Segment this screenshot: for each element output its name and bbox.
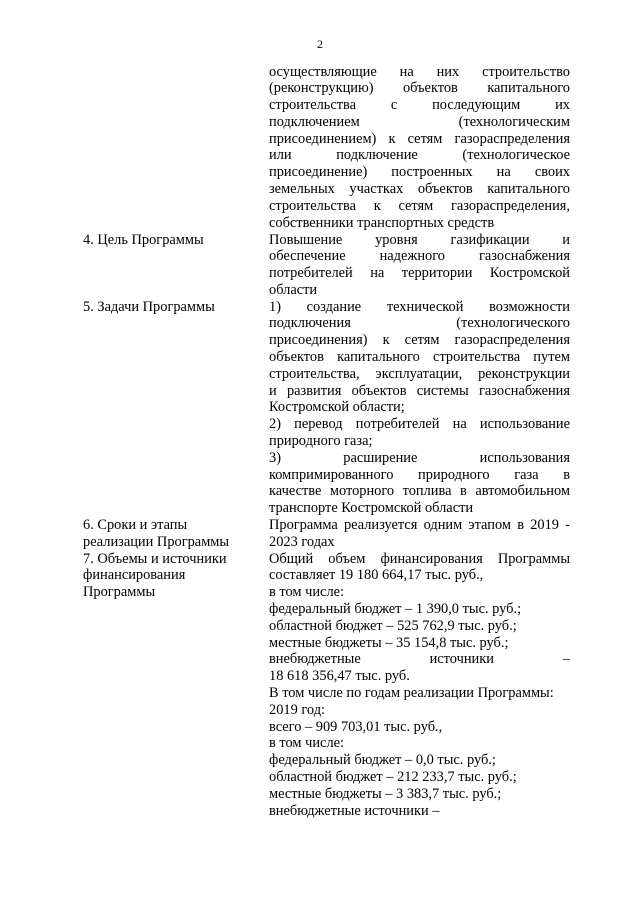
row-label-line: 4. Цель Программы — [83, 231, 204, 248]
row-content-line: 1) создание технической возможности — [269, 298, 570, 315]
row-content-line: (реконструкцию) объектов капитального — [269, 80, 570, 97]
row-content-line: или подключение (технологическое — [269, 147, 570, 164]
row-content-line: В том числе по годам реализации Программы: — [269, 685, 554, 702]
row-content-line: Программа реализуется одним этапом в 2019 - — [269, 517, 570, 534]
row-content-line: области — [269, 281, 318, 298]
page-number: 2 — [317, 37, 323, 51]
row-label-line: 6. Сроки и этапы — [83, 517, 188, 534]
row-content — [269, 299, 570, 517]
row-content-line: компримированного природного газа в — [269, 466, 570, 483]
row-content-line: областной бюджет – 525 762,9 тыс. руб.; — [269, 617, 517, 634]
row-content-line: федеральный бюджет – 1 390,0 тыс. руб.; — [269, 601, 522, 618]
row-content — [269, 232, 570, 299]
row-content-line: 3) расширение использования — [269, 449, 570, 466]
row-content-line: 2023 годах — [269, 533, 335, 550]
row-content-line: Общий объем финансирования Программы — [269, 550, 570, 567]
row-content-line: всего – 909 703,01 тыс. руб., — [269, 718, 443, 735]
row-content-line: присоединением) к сетям газораспределения — [269, 130, 570, 147]
row-content-line: подключения (технологического — [269, 315, 570, 332]
row-content-line: природного газа; — [269, 433, 373, 450]
row-label — [83, 299, 261, 316]
row-content-line: Повышение уровня газификации и — [269, 231, 570, 248]
row-label-line: 5. Задачи Программы — [83, 298, 215, 315]
row-label-line: финансирования — [83, 567, 186, 584]
row-content-line: строительства с последующим их — [269, 97, 570, 114]
row-content — [269, 551, 570, 820]
row-content-line: присоединения) к сетям газораспределения — [269, 332, 570, 349]
row-content-line: и развития объектов системы газоснабжения — [269, 382, 570, 399]
row-content-line: обеспечение надежного газоснабжения — [269, 248, 570, 265]
row-content-line: земельных участках объектов капитального — [269, 181, 570, 198]
row-label-line: 7. Объемы и источники — [83, 550, 227, 567]
row-label — [83, 551, 261, 601]
row-content-line: внебюджетные источники – — [269, 802, 440, 819]
row-content-line: качестве моторного топлива в автомобильном — [269, 483, 570, 500]
row-content-line: федеральный бюджет – 0,0 тыс. руб.; — [269, 752, 496, 769]
row-content-line: 18 618 356,47 тыс. руб. — [269, 668, 410, 685]
row-content-line: строительства, эксплуатации, реконструкции — [269, 365, 570, 382]
row-label — [83, 232, 261, 249]
row-content-line: Костромской области; — [269, 399, 405, 416]
row-content-line: местные бюджеты – 3 383,7 тыс. руб.; — [269, 785, 502, 802]
row-content-line: 2019 год: — [269, 701, 326, 718]
row-content-line: транспорте Костромской области — [269, 500, 474, 517]
row-content-line: составляет 19 180 664,17 тыс. руб., — [269, 567, 484, 584]
row-content-line: объектов капитального строительства путем — [269, 349, 570, 366]
row-content — [269, 517, 570, 551]
row-content-line: потребителей на территории Костромской — [269, 265, 570, 282]
row-content-line: осуществляющие на них строительство — [269, 63, 570, 80]
row-label-line: реализации Программы — [83, 533, 230, 550]
row-content-line: местные бюджеты – 35 154,8 тыс. руб.; — [269, 634, 509, 651]
row-label — [83, 517, 261, 551]
row-content-line: внебюджетные источники – — [269, 651, 570, 668]
row-content-line: 2) перевод потребителей на использование — [269, 416, 570, 433]
row-content-line: областной бюджет – 212 233,7 тыс. руб.; — [269, 769, 517, 786]
row-content — [269, 64, 570, 232]
row-content-line: собственники транспортных средств — [269, 214, 495, 231]
row-content-line: подключением (технологическим — [269, 113, 570, 130]
row-content-line: строительства к сетям газораспределения, — [269, 197, 570, 214]
row-content-line: присоединение) построенных на своих — [269, 164, 570, 181]
row-content-line: в том числе: — [269, 584, 345, 601]
row-label-line: Программы — [83, 584, 156, 601]
row-content-line: в том числе: — [269, 735, 345, 752]
